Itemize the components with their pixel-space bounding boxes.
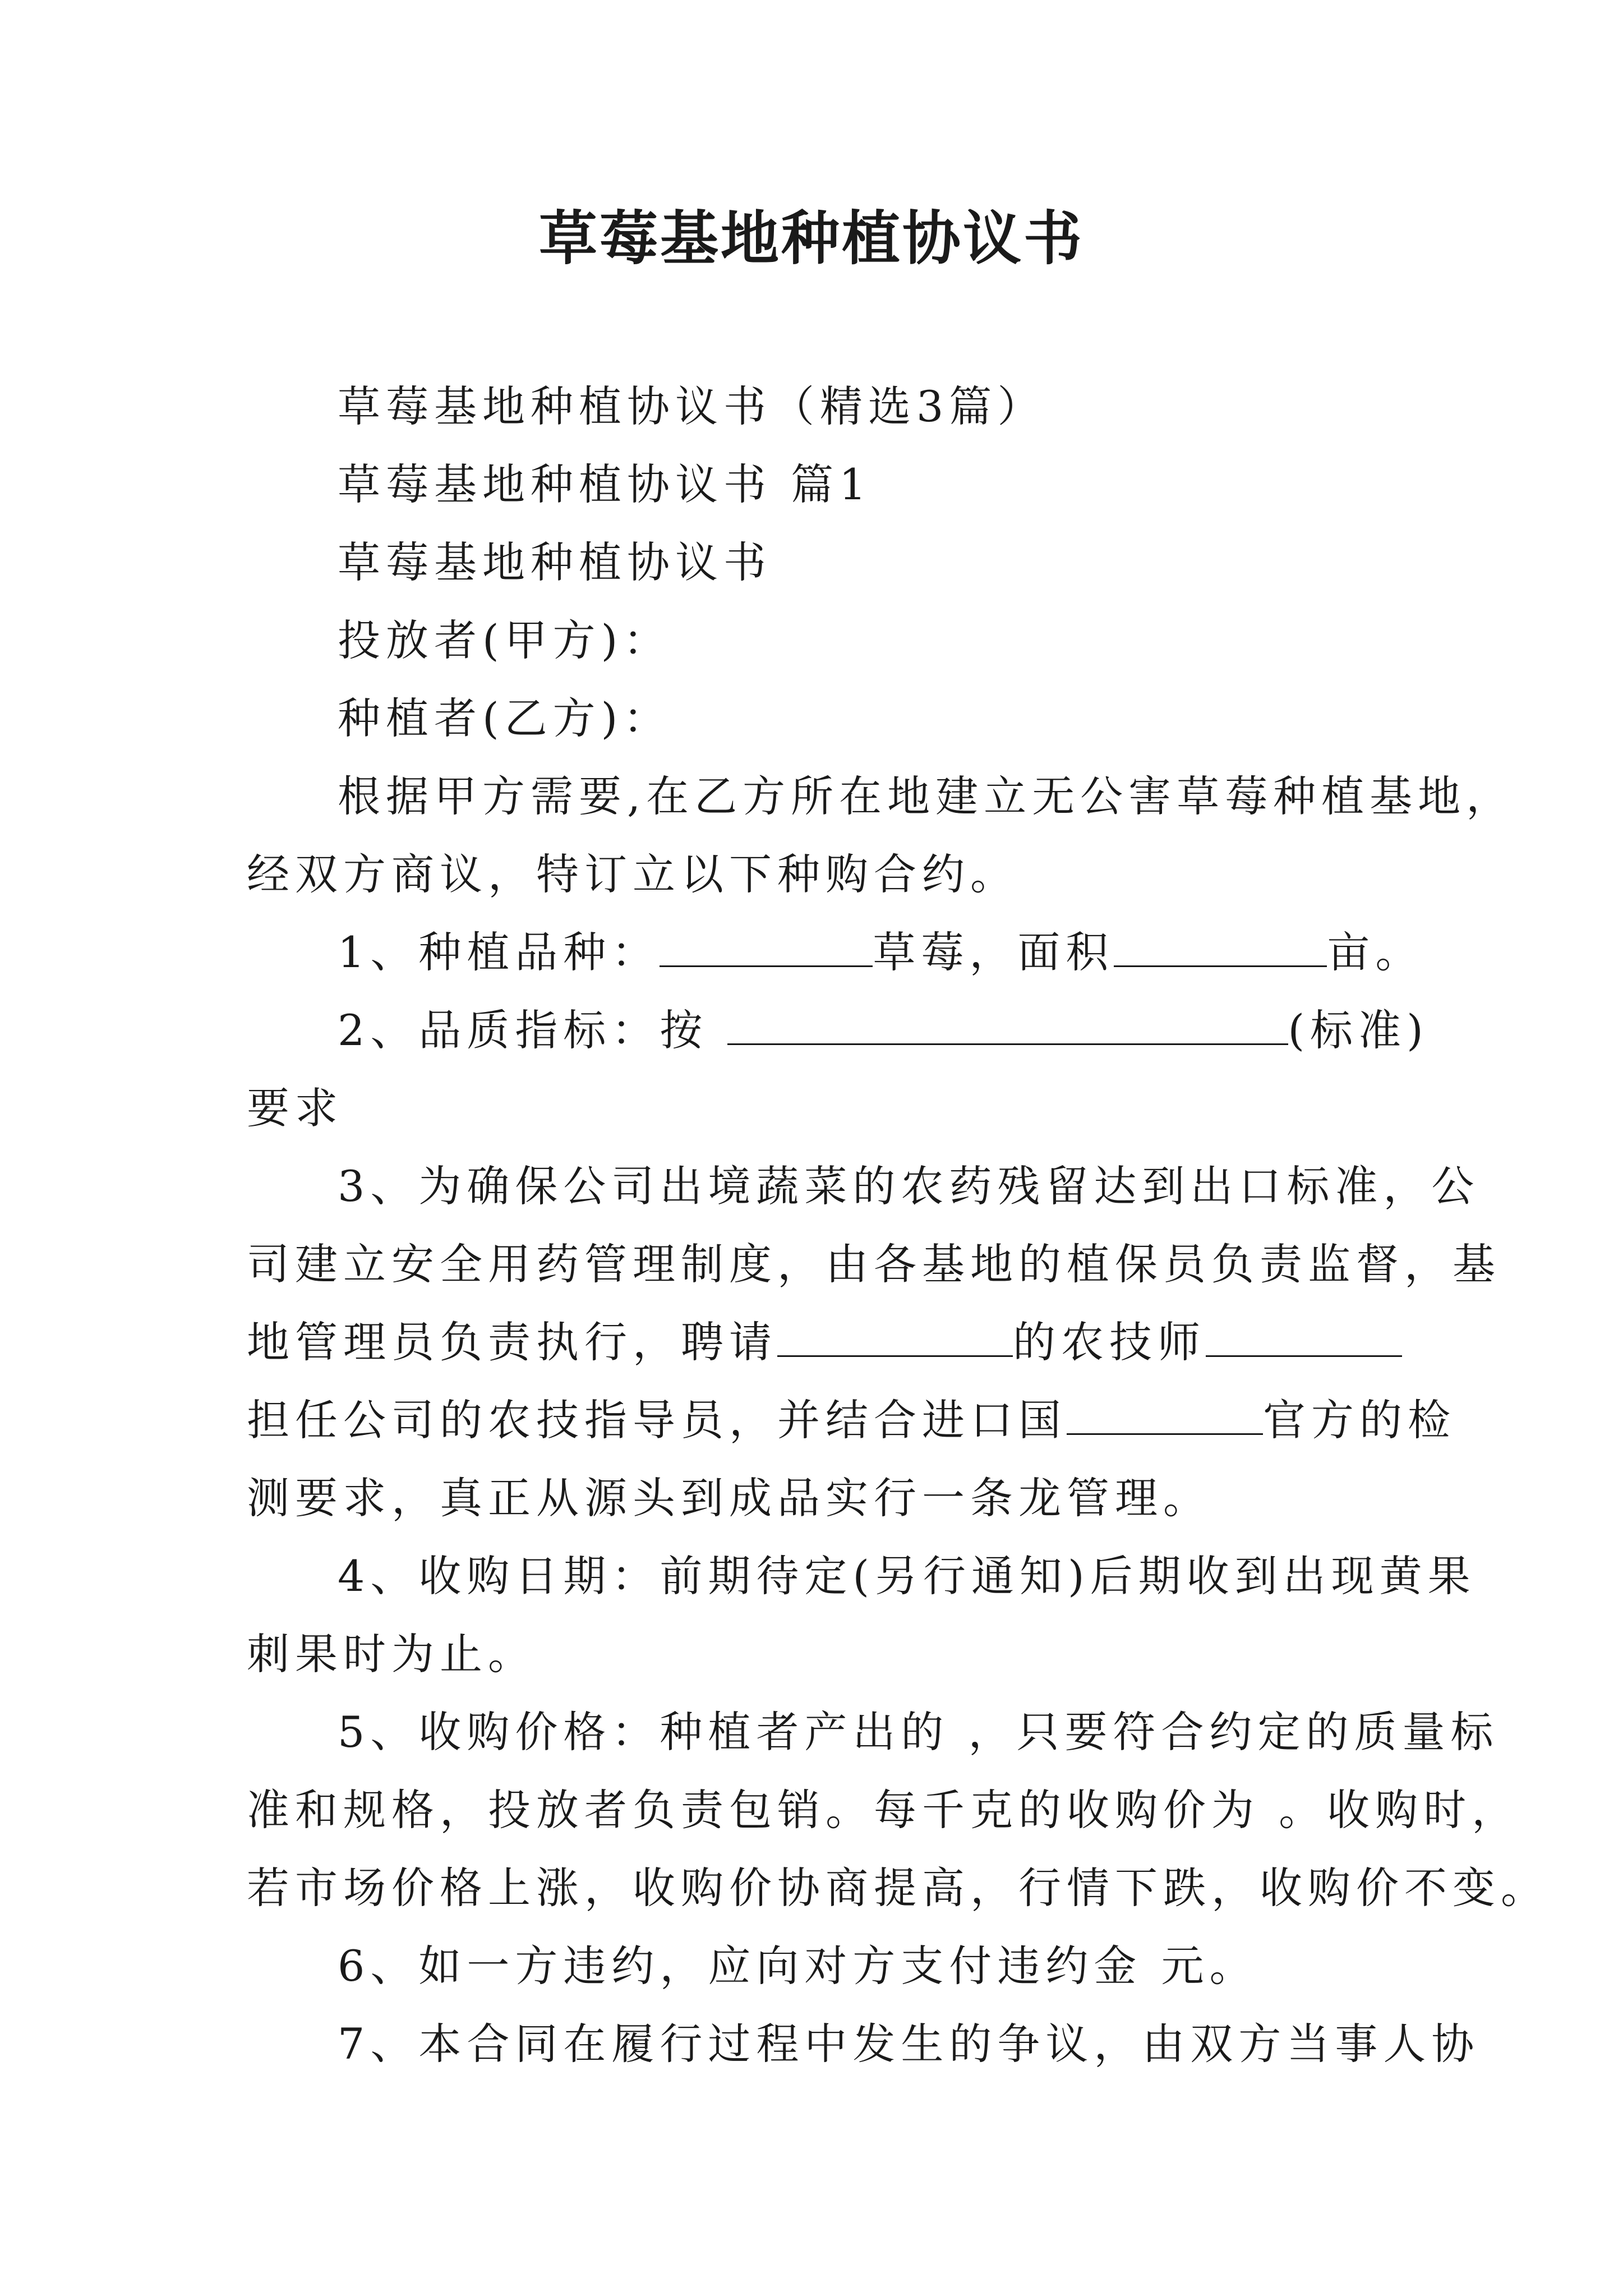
clause-5-line-2: 准和规格，投放者负责包销。每千克的收购价为 。收购时， (247, 1785, 1520, 1835)
clause-6: 6、如一方违约，应向对方支付违约金 元。 (338, 1941, 1258, 1991)
clause-3-line-1: 3、为确保公司出境蔬菜的农药残留达到出口标准，公 (338, 1161, 1480, 1211)
clause-2 (247, 991, 1429, 1069)
subtitle: 草莓基地种植协议书（精选3篇） (338, 381, 1046, 431)
clause-1-text-a: 1、种植品种： (338, 927, 660, 977)
document-body (247, 367, 1549, 2083)
clause-5-line-1: 5、收购价格：种植者产出的 ，只要符合约定的质量标 (338, 1707, 1499, 1757)
clause-3-line-3 (247, 1303, 1396, 1381)
clause-1 (247, 913, 1424, 991)
clause-4-line-2: 刺果时为止。 (247, 1629, 536, 1679)
intro-line-1: 根据甲方需要,在乙方所在地建立无公害草莓种植基地， (338, 771, 1515, 821)
agreement-name: 草莓基地种植协议书 (338, 537, 772, 587)
clause-1-text-b: 草莓，面积 (873, 927, 1114, 977)
area-blank[interactable] (1114, 930, 1327, 967)
clause-4-line-1: 4、收购日期：前期待定(另行通知)后期收到出现黄果 (338, 1551, 1476, 1601)
part-heading: 草莓基地种植协议书 篇1 (338, 459, 872, 509)
technician-blank[interactable] (1206, 1319, 1402, 1357)
document-title: 草莓基地种植协议书 (538, 204, 1084, 273)
clause-1-text-c: 亩。 (1327, 927, 1424, 977)
clause-3-line-4 (247, 1381, 1456, 1459)
party-b-line: 种植者(乙方)： (338, 693, 672, 743)
clause-3-text-b: 的农技师 (1013, 1317, 1206, 1367)
variety-blank[interactable] (660, 930, 873, 967)
standard-blank[interactable] (727, 1007, 1288, 1045)
clause-7-line-1: 7、本合同在履行过程中发生的争议，由双方当事人协 (338, 2019, 1480, 2069)
hire-from-blank[interactable] (777, 1319, 1013, 1357)
clause-3-line-5: 测要求，真正从源头到成品实行一条龙管理。 (247, 1473, 1211, 1523)
clause-2-line-2: 要求 (247, 1083, 343, 1133)
clause-3-text-d: 官方的检 (1263, 1395, 1456, 1445)
clause-2-text-b: (标准) (1288, 1005, 1429, 1055)
clause-2-text-a: 2、品质指标：按 (338, 1005, 727, 1055)
clause-3-text-c: 担任公司的农技指导员，并结合进口国 (247, 1395, 1067, 1445)
intro-line-2: 经双方商议，特订立以下种购合约。 (247, 849, 1018, 899)
clause-3-text-a: 地管理员负责执行，聘请 (247, 1317, 777, 1367)
party-a-line: 投放者(甲方)： (338, 615, 672, 665)
import-country-blank[interactable] (1067, 1397, 1263, 1435)
clause-3-line-2: 司建立安全用药管理制度，由各基地的植保员负责监督，基 (247, 1239, 1501, 1289)
clause-5-line-3: 若市场价格上涨，收购价协商提高，行情下跌，收购价不变。 (247, 1863, 1549, 1913)
